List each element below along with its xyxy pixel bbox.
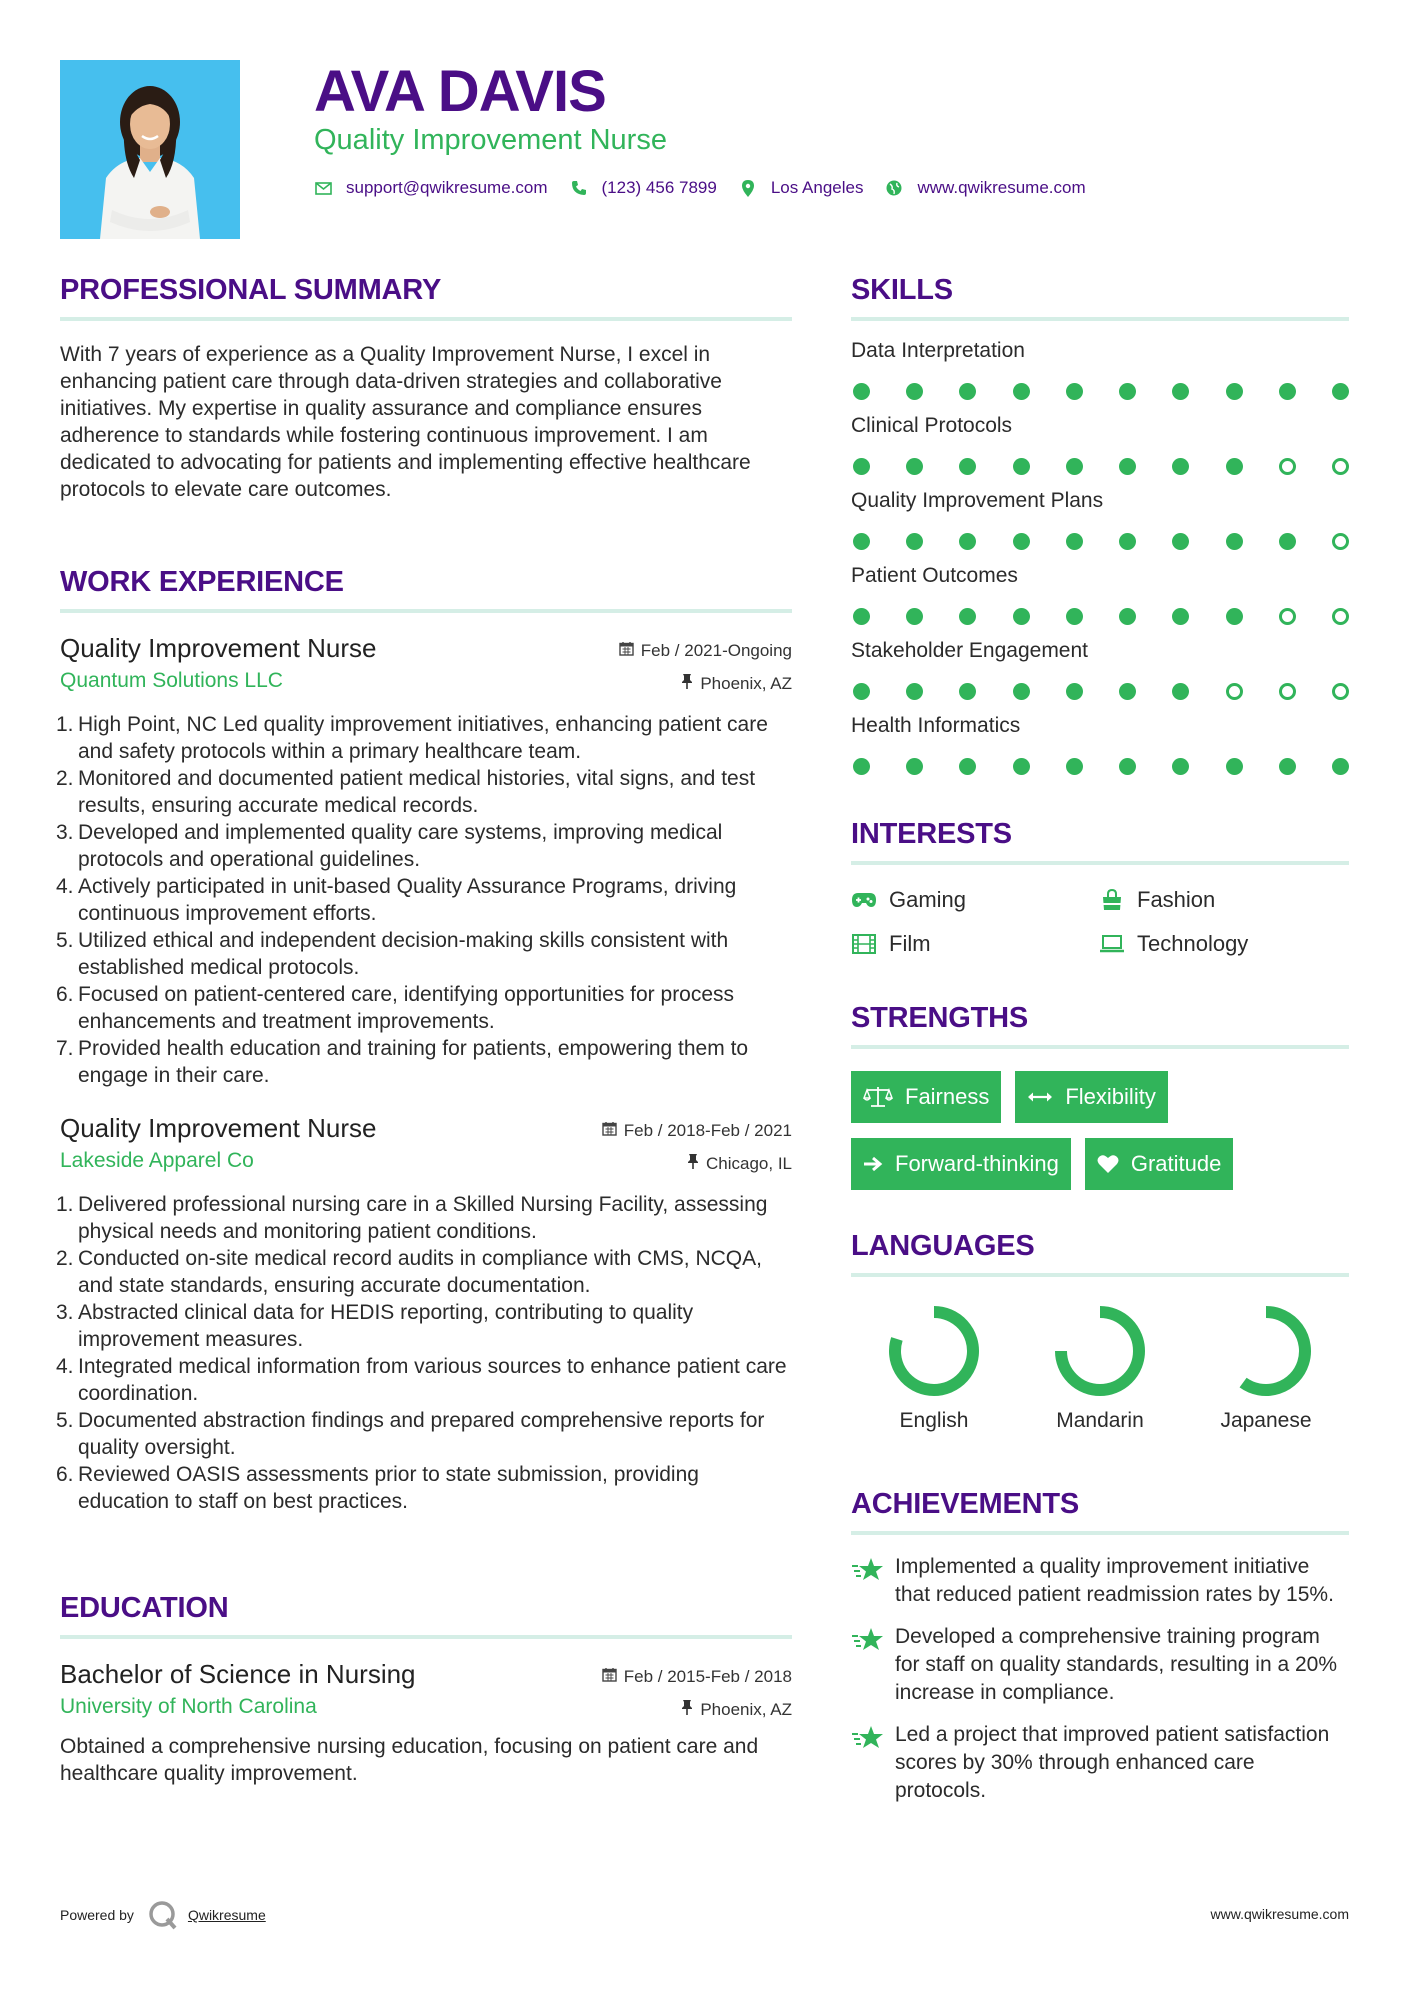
rating-dot-filled xyxy=(1066,533,1083,550)
rating-dot-filled xyxy=(853,383,870,400)
list-item: 5. Documented abstraction findings and prepared comprehensive reports for quality oversight. xyxy=(56,1409,765,1459)
section-title: ACHIEVEMENTS xyxy=(851,1488,1080,1520)
skill-name: Patient Outcomes xyxy=(851,564,1018,587)
list-item: 6. Reviewed OASIS assessments prior to state submission, providing education to staff on best practices. xyxy=(56,1463,699,1513)
school-location: Phoenix, AZ xyxy=(681,1699,792,1720)
language-arc xyxy=(1243,1312,1305,1390)
strength-chip: Gratitude xyxy=(1085,1138,1234,1190)
list-item: 2. Monitored and documented patient medical histories, vital signs, and test results, ensuring accurate medical records. xyxy=(56,767,756,817)
section-title: WORK EXPERIENCE xyxy=(60,566,344,598)
rating-dot-filled xyxy=(1013,533,1030,550)
language-gauge xyxy=(886,1303,982,1399)
skills-section xyxy=(851,274,1349,789)
list-item: 1. Delivered professional nursing care in a Skilled Nursing Facility, assessing physical needs and monitoring patient conditions. xyxy=(56,1193,768,1243)
rating-dot-filled xyxy=(959,608,976,625)
language-item xyxy=(1183,1303,1349,1433)
heart-icon xyxy=(1097,1154,1119,1174)
job-entry xyxy=(56,1113,792,1515)
language-name: English xyxy=(899,1409,969,1432)
rating-dot-filled xyxy=(1172,533,1189,550)
skill-name: Data Interpretation xyxy=(851,339,1025,362)
rating-dot-filled xyxy=(1066,608,1083,625)
job-company: Lakeside Apparel Co xyxy=(60,1149,254,1172)
rating-dot-empty xyxy=(1279,608,1296,625)
rating-dot-filled xyxy=(1332,383,1349,400)
summary-text: With 7 years of experience as a Quality Improvement Nurse, I excel in enhancing patient care through data-driven strategies and collaborative initiatives. My expertise in quality assurance and compliance ensures adherence to standards while fostering continuous improvement. I am dedicated to advocating for patients and implementing effective healthcare protocols to elevate care outcomes. xyxy=(60,343,751,501)
list-item: 2. Conducted on-site medical record audits in compliance with CMS, NCQA, and state standards, ensuring accurate documentation. xyxy=(56,1247,762,1297)
skill-item xyxy=(851,564,1349,639)
section-title: SKILLS xyxy=(851,274,953,306)
rating-dot-empty xyxy=(1332,608,1349,625)
skill-item xyxy=(851,639,1349,714)
rating-dot-filled xyxy=(959,383,976,400)
rating-dot-filled xyxy=(1279,383,1296,400)
job-title: Quality Improvement Nurse xyxy=(60,1113,377,1143)
rating-dot-filled xyxy=(1066,383,1083,400)
language-item xyxy=(1017,1303,1183,1433)
skill-rating xyxy=(851,669,1349,714)
contact-location: Los Angeles xyxy=(770,178,864,197)
rating-dot-filled xyxy=(853,683,870,700)
job-location: Chicago, IL xyxy=(687,1153,792,1174)
rating-dot-filled xyxy=(1172,608,1189,625)
section-title: INTERESTS xyxy=(851,818,1012,850)
school-name: University of North Carolina xyxy=(60,1695,317,1718)
strength-chip: Fairness xyxy=(851,1071,1001,1123)
section-divider xyxy=(851,861,1349,865)
rating-dot-filled xyxy=(1066,458,1083,475)
skill-rating xyxy=(851,369,1349,414)
rating-dot-filled xyxy=(1226,608,1243,625)
section-title: LANGUAGES xyxy=(851,1230,1035,1262)
education-section xyxy=(60,1592,792,1787)
star-icon xyxy=(851,1553,895,1609)
rating-dot-filled xyxy=(1172,458,1189,475)
rating-dot-filled xyxy=(1226,383,1243,400)
rating-dot-filled xyxy=(853,758,870,775)
list-item: 4. Integrated medical information from various sources to enhance patient care coordination. xyxy=(56,1355,787,1405)
skill-item xyxy=(851,414,1349,489)
skill-item xyxy=(851,714,1349,789)
section-divider xyxy=(60,317,792,321)
rating-dot-filled xyxy=(1119,383,1136,400)
job-entry xyxy=(56,633,792,1089)
language-gauge xyxy=(1052,1303,1148,1399)
rating-dot-filled xyxy=(906,608,923,625)
envelope-icon xyxy=(314,182,332,195)
skill-rating xyxy=(851,444,1349,489)
experience-section xyxy=(56,566,792,1515)
film-icon xyxy=(851,934,877,954)
rating-dot-filled xyxy=(853,608,870,625)
section-divider xyxy=(851,1045,1349,1049)
education-entry xyxy=(60,1659,792,1787)
contact-website[interactable]: www.qwikresume.com xyxy=(917,178,1086,197)
star-icon xyxy=(851,1623,895,1707)
rating-dot-filled xyxy=(1226,758,1243,775)
rating-dot-empty xyxy=(1332,533,1349,550)
job-date: Feb / 2018-Feb / 2021 xyxy=(602,1121,792,1141)
skill-rating xyxy=(851,594,1349,639)
rating-dot-filled xyxy=(1226,458,1243,475)
globe-icon xyxy=(885,180,903,196)
calendar-icon xyxy=(602,1121,617,1141)
education-date: Feb / 2015-Feb / 2018 xyxy=(602,1667,792,1687)
rating-dot-filled xyxy=(959,758,976,775)
rating-dot-filled xyxy=(1172,758,1189,775)
job-date: Feb / 2021-Ongoing xyxy=(619,641,792,661)
languages-section xyxy=(851,1230,1349,1433)
footer-brand-link[interactable]: Qwikresume xyxy=(187,1907,266,1923)
section-title: PROFESSIONAL SUMMARY xyxy=(60,274,442,306)
section-divider xyxy=(851,1531,1349,1535)
shopping-bag-icon xyxy=(1099,889,1125,911)
list-item: 6. Focused on patient-centered care, identifying opportunities for process enhancements and treatment improvements. xyxy=(56,983,735,1033)
rating-dot-filled xyxy=(959,683,976,700)
contact-phone[interactable]: (123) 456 7899 xyxy=(601,178,717,197)
map-marker-icon xyxy=(739,180,757,197)
rating-dot-filled xyxy=(1013,383,1030,400)
rating-dot-filled xyxy=(906,758,923,775)
footer-powered-by: Powered by Qwikresume xyxy=(60,1900,266,1930)
section-divider xyxy=(60,609,792,613)
star-icon xyxy=(851,1721,895,1805)
contact-email[interactable]: support@qwikresume.com xyxy=(346,178,548,197)
rating-dot-filled xyxy=(1172,383,1189,400)
rating-dot-filled xyxy=(1279,758,1296,775)
rating-dot-filled xyxy=(1013,758,1030,775)
skill-name: Health Informatics xyxy=(851,714,1021,737)
balance-scale-icon xyxy=(863,1086,893,1108)
rating-dot-filled xyxy=(1013,608,1030,625)
calendar-icon xyxy=(619,641,634,661)
candidate-name: AVA DAVIS xyxy=(314,59,606,124)
rating-dot-empty xyxy=(1279,683,1296,700)
skill-item xyxy=(851,489,1349,564)
degree-title: Bachelor of Science in Nursing xyxy=(60,1659,416,1689)
language-gauge xyxy=(1218,1303,1314,1399)
list-item: 1. High Point, NC Led quality improvement initiatives, enhancing patient care and safety protocols within a primary healthcare team. xyxy=(56,713,768,763)
laptop-icon xyxy=(1099,935,1125,953)
rating-dot-empty xyxy=(1226,683,1243,700)
job-bullets xyxy=(56,711,792,1089)
section-divider xyxy=(851,317,1349,321)
summary-section xyxy=(60,274,792,503)
job-company: Quantum Solutions LLC xyxy=(60,669,283,692)
gamepad-icon xyxy=(851,892,877,908)
interests-grid xyxy=(851,887,1349,957)
rating-dot-filled xyxy=(906,458,923,475)
rating-dot-filled xyxy=(1332,758,1349,775)
rating-dot-filled xyxy=(959,458,976,475)
section-title: EDUCATION xyxy=(60,1592,229,1624)
achievement-item: Led a project that improved patient satisfaction scores by 30% through enhanced care protocols. xyxy=(851,1721,1349,1805)
rating-dot-filled xyxy=(1066,683,1083,700)
rating-dot-filled xyxy=(1172,683,1189,700)
rating-dot-filled xyxy=(906,383,923,400)
language-name: Mandarin xyxy=(1056,1409,1144,1432)
skill-name: Stakeholder Engagement xyxy=(851,639,1088,662)
calendar-icon xyxy=(602,1667,617,1687)
section-title: STRENGTHS xyxy=(851,1002,1029,1034)
rating-dot-filled xyxy=(1119,608,1136,625)
skill-item xyxy=(851,339,1349,414)
arrow-right-icon xyxy=(863,1155,883,1173)
rating-dot-filled xyxy=(1013,458,1030,475)
job-bullets xyxy=(56,1191,792,1515)
list-item: 7. Provided health education and training for patients, empowering them to engage in their care. xyxy=(56,1037,749,1087)
strength-chip: Forward-thinking xyxy=(851,1138,1071,1190)
rating-dot-filled xyxy=(1119,533,1136,550)
section-divider xyxy=(60,1635,792,1639)
rating-dot-filled xyxy=(906,683,923,700)
skill-name: Quality Improvement Plans xyxy=(851,489,1104,512)
rating-dot-filled xyxy=(959,533,976,550)
strengths-list xyxy=(851,1071,1349,1190)
list-item: 5. Utilized ethical and independent decision-making skills consistent with established medical protocols. xyxy=(56,929,729,979)
achievement-item: Developed a comprehensive training program for staff on quality standards, resulting in a 20% increase in compliance. xyxy=(851,1623,1349,1707)
rating-dot-empty xyxy=(1279,458,1296,475)
languages-list xyxy=(851,1303,1349,1433)
rating-dot-filled xyxy=(1066,758,1083,775)
pin-icon xyxy=(681,673,693,694)
language-item xyxy=(851,1303,1017,1433)
interest-item: Technology xyxy=(1099,931,1347,957)
rating-dot-empty xyxy=(1332,458,1349,475)
qwikresume-logo-icon xyxy=(148,1900,178,1930)
rating-dot-filled xyxy=(1279,533,1296,550)
achievements-section xyxy=(851,1488,1349,1819)
education-text: Obtained a comprehensive nursing education, focusing on patient care and healthcare quality improvement. xyxy=(60,1735,759,1785)
phone-icon xyxy=(570,180,588,196)
pin-icon xyxy=(681,1699,693,1720)
rating-dot-empty xyxy=(1332,683,1349,700)
rating-dot-filled xyxy=(1226,533,1243,550)
list-item: 3. Developed and implemented quality care systems, improving medical protocols and operational guidelines. xyxy=(56,821,723,871)
job-location: Phoenix, AZ xyxy=(681,673,792,694)
candidate-role: Quality Improvement Nurse xyxy=(314,124,667,156)
interests-section xyxy=(851,818,1349,957)
strengths-section xyxy=(851,1002,1349,1205)
rating-dot-filled xyxy=(853,533,870,550)
achievement-item: Implemented a quality improvement initiative that reduced patient readmission rates by 15%. xyxy=(851,1553,1349,1609)
strength-chip: Flexibility xyxy=(1015,1071,1167,1123)
rating-dot-filled xyxy=(853,458,870,475)
rating-dot-filled xyxy=(1119,683,1136,700)
skill-rating xyxy=(851,744,1349,789)
arrows-horizontal-icon xyxy=(1027,1091,1053,1103)
profile-photo xyxy=(60,60,240,239)
skills-list xyxy=(851,339,1349,789)
contact-bar xyxy=(314,178,1108,198)
interest-item: Film xyxy=(851,931,1099,957)
pin-icon xyxy=(687,1153,699,1174)
rating-dot-filled xyxy=(1119,758,1136,775)
job-title: Quality Improvement Nurse xyxy=(60,633,377,663)
list-item: 4. Actively participated in unit-based Quality Assurance Programs, driving continuous improvement efforts. xyxy=(56,875,737,925)
list-item: 3. Abstracted clinical data for HEDIS reporting, contributing to quality improvement measures. xyxy=(56,1301,694,1351)
interest-item: Gaming xyxy=(851,887,1099,913)
achievements-list xyxy=(851,1553,1349,1805)
interest-item: Fashion xyxy=(1099,887,1347,913)
section-divider xyxy=(851,1273,1349,1277)
rating-dot-filled xyxy=(1013,683,1030,700)
rating-dot-filled xyxy=(1119,458,1136,475)
skill-rating xyxy=(851,519,1349,564)
footer-website[interactable]: www.qwikresume.com xyxy=(1210,1906,1349,1922)
skill-name: Clinical Protocols xyxy=(851,414,1013,437)
language-name: Japanese xyxy=(1220,1409,1312,1432)
rating-dot-filled xyxy=(906,533,923,550)
